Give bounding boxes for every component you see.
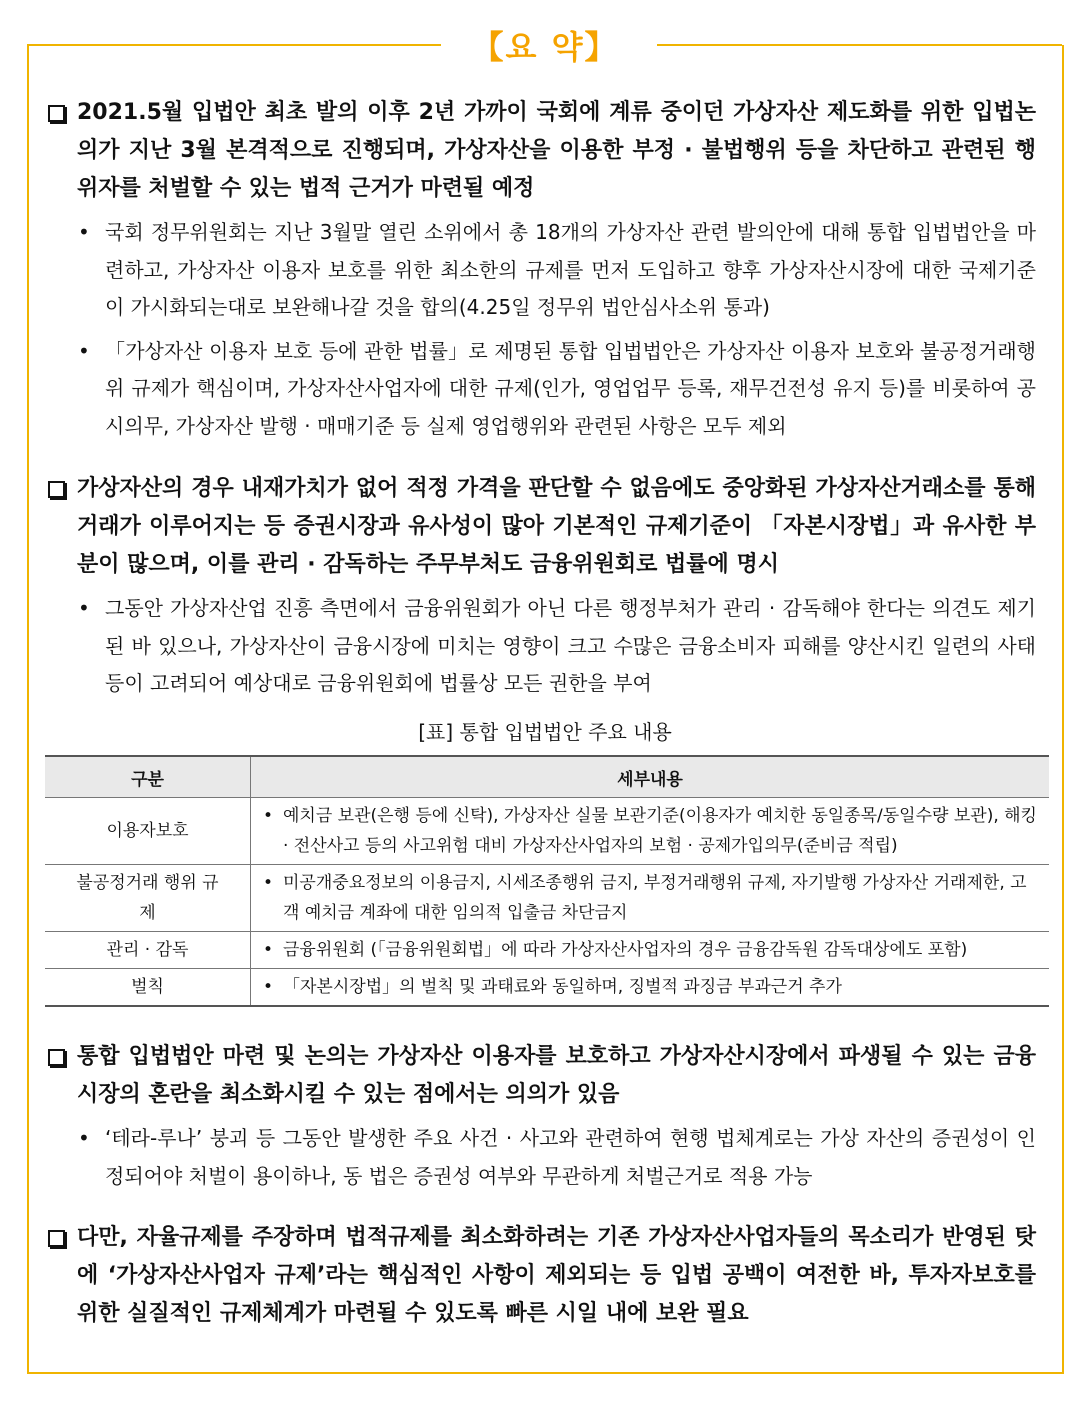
bullet-text: 「가상자산 이용자 보호 등에 관한 법률」로 제명된 통합 입법법안은 가상자산 이용자 보호와 불공정거래행위 규제가 핵심이며, 가상자산사업자에 대한 규제(인가, 영업업무 등록, 재무건전성 유지 등)를 비롯하여 공시의무, 가상자산 발행 · 매매기준 등 실제 영업행위와 관련된 사항은 모두 제외 bbox=[105, 338, 1036, 438]
table-row bbox=[45, 798, 1049, 865]
section-1 bbox=[48, 94, 1036, 445]
category-cell: 이용자보호 bbox=[45, 798, 251, 865]
section-4 bbox=[48, 1219, 1036, 1333]
section-heading bbox=[48, 1038, 1036, 1114]
detail-cell bbox=[251, 798, 1050, 865]
checkbox-square-icon bbox=[48, 1049, 65, 1066]
heading-text: 가상자산의 경우 내재가치가 없어 적정 가격을 판단할 수 없음에도 중앙화된 가상자산거래소를 통해 거래가 이루어지는 등 증권시장과 유사성이 많아 기본적인 규제기준이 「자본시장법」과 유사한 부분이 많으며, 이를 관리 · 감독하는 주무부처도 금융위원회로 법률에 명시 bbox=[77, 476, 1036, 577]
bullet-icon: • bbox=[263, 940, 274, 960]
detail-cell bbox=[251, 969, 1050, 1007]
section-heading bbox=[48, 470, 1036, 584]
bullet-icon: • bbox=[263, 977, 274, 997]
heading-text: 2021.5월 입법안 최초 발의 이후 2년 가까이 국회에 계류 중이던 가상자산 제도화를 위한 입법논의가 지난 3월 본격적으로 진행되며, 가상자산을 이용한 부정 · 불법행위 등을 차단하고 관련된 행위자를 처벌할 수 있는 법적 근거가 마련될 예정 bbox=[77, 100, 1036, 201]
section-2 bbox=[48, 470, 1036, 703]
bullet-text: 국회 정무위원회는 지난 3월말 열린 소위에서 총 18개의 가상자산 관련 발의안에 대해 통합 입법법안을 마련하고, 가상자산 이용자 보호를 위한 최소한의 규제를 먼저 도입하고 향후 가상자산시장에 대한 국제기준이 가시화되는대로 보완해나갈 것을 합의(4.25일 정무위 법안심사소위 통과) bbox=[105, 220, 1036, 319]
heading-text: 통합 입법법안 마련 및 논의는 가상자산 이용자를 보호하고 가상자산시장에서 파생될 수 있는 금융시장의 혼란을 최소화시킬 수 있는 점에서는 의의가 있음 bbox=[77, 1044, 1036, 1107]
section-heading bbox=[48, 94, 1036, 208]
table-row bbox=[45, 969, 1049, 1007]
detail-text: 미공개중요정보의 이용금지, 시세조종행위 금지, 부정거래행위 규제, 자기발행 가상자산 거래제한, 고객 예치금 계좌에 대한 임의적 입출금 차단금지 bbox=[283, 873, 1027, 923]
checkbox-square-icon bbox=[48, 105, 65, 122]
checkbox-square-icon bbox=[48, 1230, 65, 1247]
heading-text: 다만, 자율규제를 주장하며 법적규제를 최소화하려는 기존 가상자산사업자들의 목소리가 반영된 탓에 ‘가상자산사업자 규제’라는 핵심적인 사항이 제외되는 등 입법 공백이 여전한 바, 투자자보호를 위한 실질적인 규제체계가 마련될 수 있도록 빠른 시일 내에 보완 필요 bbox=[77, 1225, 1036, 1326]
detail-cell bbox=[251, 865, 1050, 932]
section-heading bbox=[48, 1219, 1036, 1333]
table-row bbox=[45, 932, 1049, 969]
bullet-item bbox=[48, 1120, 1036, 1195]
bullet-icon: • bbox=[78, 338, 90, 363]
detail-text: 「자본시장법」의 벌칙 및 과태료와 동일하며, 징벌적 과징금 부과근거 추가 bbox=[283, 977, 842, 997]
bullet-item bbox=[48, 214, 1036, 327]
column-header: 구분 bbox=[45, 756, 251, 798]
bullet-icon: • bbox=[78, 220, 90, 244]
detail-text: 예치금 보관(은행 등에 신탁), 가상자산 실물 보관기준(이용자가 예치한 동일종목/동일수량 보관), 해킹 · 전산사고 등의 사고위험 대비 가상자산사업자의 보험 · 공제가입의무(준비금 적립) bbox=[283, 806, 1037, 856]
bullet-icon: • bbox=[78, 1126, 90, 1150]
category-cell: 관리 · 감독 bbox=[45, 932, 251, 969]
bullet-item bbox=[48, 333, 1036, 446]
detail-text: 금융위원회 (「금융위원회법」에 따라 가상자산사업자의 경우 금융감독원 감독대상에도 포함) bbox=[283, 940, 968, 960]
bullet-item bbox=[48, 590, 1036, 703]
category-cell: 불공정거래 행위 규제 bbox=[45, 865, 251, 932]
table-header-row bbox=[45, 756, 1049, 798]
table-caption: [표] 통합 입법법안 주요 내용 bbox=[418, 720, 672, 744]
table-row bbox=[45, 865, 1049, 932]
category-cell: 벌칙 bbox=[45, 969, 251, 1007]
column-header: 세부내용 bbox=[251, 756, 1050, 798]
section-3 bbox=[48, 1038, 1036, 1195]
summary-title: 【요 약】 bbox=[471, 28, 619, 66]
bullet-icon: • bbox=[78, 596, 90, 620]
bullet-icon: • bbox=[263, 873, 274, 893]
summary-table bbox=[45, 755, 1049, 1007]
bullet-icon: • bbox=[263, 806, 274, 826]
detail-cell bbox=[251, 932, 1050, 969]
bullet-text: 그동안 가상자산업 진흥 측면에서 금융위원회가 아닌 다른 행정부처가 관리 · 감독해야 한다는 의견도 제기된 바 있으나, 가상자산이 금융시장에 미치는 영향이 크고 수많은 금융소비자 피해를 양산시킨 일련의 사태 등이 고려되어 예상대로 금융위원회에 법률상 모든 권한을 부여 bbox=[105, 596, 1036, 695]
checkbox-square-icon bbox=[48, 481, 65, 498]
bullet-text: ‘테라-루나’ 붕괴 등 그동안 발생한 주요 사건 · 사고와 관련하여 현행 법체계로는 가상 자산의 증권성이 인정되어야 처벌이 용이하나, 동 법은 증권성 여부와 무관하게 처벌근거로 적용 가능 bbox=[105, 1126, 1036, 1188]
